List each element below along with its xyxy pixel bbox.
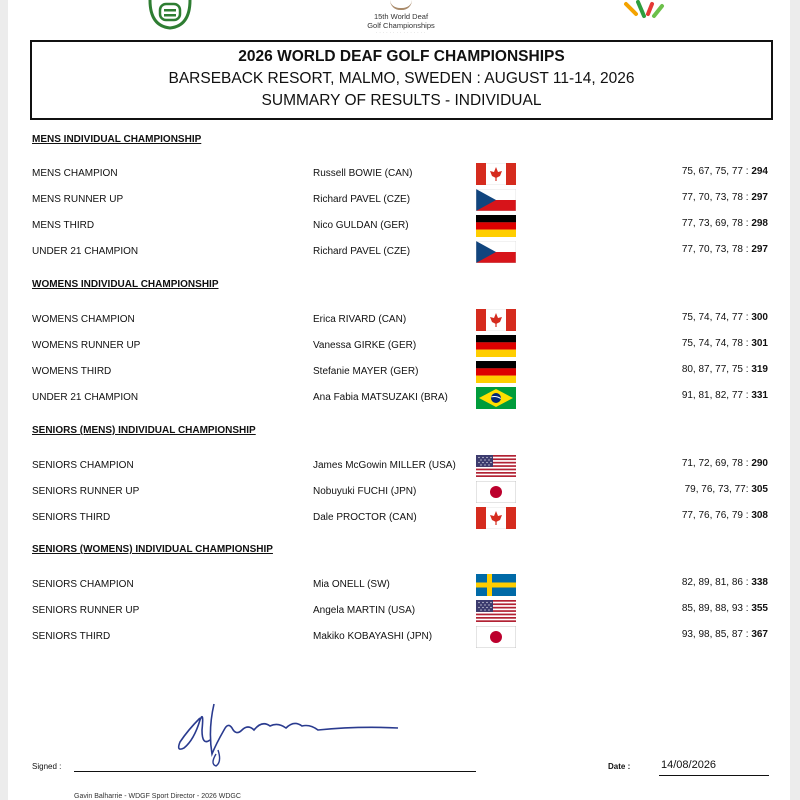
round-scores: 79, 76, 73, 77: xyxy=(684,484,749,495)
player-name: Nico GULDAN (GER) xyxy=(313,220,409,231)
result-row xyxy=(8,241,790,263)
award-category: MENS CHAMPION xyxy=(32,168,118,179)
total-score: 305 xyxy=(751,484,768,495)
result-row xyxy=(8,481,790,503)
total-score: 331 xyxy=(751,390,768,401)
japan-flag-icon xyxy=(476,626,516,648)
award-category: UNDER 21 CHAMPION xyxy=(32,246,139,257)
total-score: 355 xyxy=(751,603,768,614)
section-heading: SENIORS (MENS) INDIVIDUAL CHAMPIONSHIP xyxy=(32,425,256,436)
result-row xyxy=(8,574,790,596)
award-category: MENS RUNNER UP xyxy=(32,194,124,205)
player-name: Mia ONELL (SW) xyxy=(313,579,390,590)
player-name: James McGowin MILLER (USA) xyxy=(313,460,456,471)
score xyxy=(682,192,768,203)
result-row xyxy=(8,455,790,477)
usa-flag-icon xyxy=(476,600,516,622)
score xyxy=(682,458,768,469)
score xyxy=(682,338,768,349)
czech-flag-icon xyxy=(476,189,516,211)
signatory-line: Gavin Balharrie - WDGF Sport Director - 2026 WDGC xyxy=(74,793,241,800)
score xyxy=(685,484,768,495)
total-score: 297 xyxy=(751,192,768,203)
result-row xyxy=(8,163,790,185)
result-row xyxy=(8,387,790,409)
total-score: 301 xyxy=(751,338,768,349)
round-scores: 77, 70, 73, 78 : xyxy=(681,244,749,255)
czech-flag-icon xyxy=(476,241,516,263)
round-scores: 93, 98, 85, 87 : xyxy=(681,629,749,640)
round-scores: 82, 89, 81, 86 : xyxy=(681,577,749,588)
date-line xyxy=(659,775,769,776)
round-scores: 77, 70, 73, 78 : xyxy=(681,192,749,203)
award-category: SENIORS CHAMPION xyxy=(32,460,134,471)
player-name: Angela MARTIN (USA) xyxy=(313,605,416,616)
document-title: 2026 WORLD DEAF GOLF CHAMPIONSHIPS xyxy=(238,48,565,65)
total-score: 338 xyxy=(751,577,768,588)
total-score: 290 xyxy=(751,458,768,469)
round-scores: 80, 87, 77, 75 : xyxy=(681,364,749,375)
score xyxy=(682,244,768,255)
award-category: SENIORS THIRD xyxy=(32,631,111,642)
total-score: 294 xyxy=(751,166,768,177)
japan-flag-icon xyxy=(476,481,516,503)
crest-icon xyxy=(390,0,412,10)
result-row xyxy=(8,626,790,648)
total-score: 300 xyxy=(751,312,768,323)
score xyxy=(682,312,768,323)
result-row xyxy=(8,309,790,331)
germany-flag-icon xyxy=(476,335,516,357)
award-category: WOMENS THIRD xyxy=(32,366,112,377)
canada-flag-icon xyxy=(476,163,516,185)
score xyxy=(682,603,768,614)
award-category: SENIORS CHAMPION xyxy=(32,579,134,590)
score xyxy=(682,390,768,401)
round-scores: 77, 76, 76, 79 : xyxy=(681,510,749,521)
round-scores: 75, 74, 74, 77 : xyxy=(681,312,749,323)
score xyxy=(682,364,768,375)
championship-logo xyxy=(346,0,456,40)
venue-line: BARSEBACK RESORT, MALMO, SWEDEN : AUGUST 11-14, 2026 xyxy=(168,70,635,87)
usa-flag-icon xyxy=(476,455,516,477)
wdgf-logo xyxy=(144,0,196,30)
player-name: Dale PROCTOR (CAN) xyxy=(313,512,417,523)
logo-line-2: Golf Championships xyxy=(367,21,435,30)
award-category: SENIORS RUNNER UP xyxy=(32,486,140,497)
canada-flag-icon xyxy=(476,309,516,331)
document-subtitle: SUMMARY OF RESULTS - INDIVIDUAL xyxy=(261,92,542,109)
result-row xyxy=(8,600,790,622)
player-name: Ana Fabia MATSUZAKI (BRA) xyxy=(313,392,448,403)
award-category: UNDER 21 CHAMPION xyxy=(32,392,139,403)
round-scores: 91, 81, 82, 77 : xyxy=(681,390,749,401)
player-name: Stefanie MAYER (GER) xyxy=(313,366,419,377)
score xyxy=(682,166,768,177)
result-row xyxy=(8,335,790,357)
player-name: Makiko KOBAYASHI (JPN) xyxy=(313,631,433,642)
date-value: 14/08/2026 xyxy=(661,759,717,771)
signed-label: Signed : xyxy=(32,762,62,771)
round-scores: 85, 89, 88, 93 : xyxy=(681,603,749,614)
score xyxy=(682,577,768,588)
player-name: Richard PAVEL (CZE) xyxy=(313,194,411,205)
award-category: WOMENS CHAMPION xyxy=(32,314,135,325)
brazil-flag-icon xyxy=(476,387,516,409)
result-row xyxy=(8,189,790,211)
germany-flag-icon xyxy=(476,361,516,383)
player-name: Vanessa GIRKE (GER) xyxy=(313,340,417,351)
award-category: WOMENS RUNNER UP xyxy=(32,340,141,351)
section-heading: WOMENS INDIVIDUAL CHAMPIONSHIP xyxy=(32,279,219,290)
sponsor-logo xyxy=(618,0,668,22)
result-row xyxy=(8,215,790,237)
date-label: Date : xyxy=(608,762,631,771)
round-scores: 75, 74, 74, 78 : xyxy=(681,338,749,349)
total-score: 319 xyxy=(751,364,768,375)
total-score: 308 xyxy=(751,510,768,521)
total-score: 367 xyxy=(751,629,768,640)
award-category: SENIORS RUNNER UP xyxy=(32,605,140,616)
total-score: 297 xyxy=(751,244,768,255)
player-name: Erica RIVARD (CAN) xyxy=(313,314,407,325)
title-box xyxy=(30,40,773,120)
signature-line xyxy=(74,771,476,772)
award-category: MENS THIRD xyxy=(32,220,95,231)
logo-line-1: 15th World Deaf xyxy=(373,12,429,21)
result-row xyxy=(8,507,790,529)
award-category: SENIORS THIRD xyxy=(32,512,111,523)
player-name: Richard PAVEL (CZE) xyxy=(313,246,411,257)
section-heading: SENIORS (WOMENS) INDIVIDUAL CHAMPIONSHIP xyxy=(32,544,273,555)
score xyxy=(682,510,768,521)
round-scores: 71, 72, 69, 78 : xyxy=(681,458,749,469)
canada-flag-icon xyxy=(476,507,516,529)
player-name: Russell BOWIE (CAN) xyxy=(313,168,413,179)
player-name: Nobuyuki FUCHI (JPN) xyxy=(313,486,417,497)
score xyxy=(682,629,768,640)
signature-image xyxy=(158,690,408,770)
result-row xyxy=(8,361,790,383)
section-heading: MENS INDIVIDUAL CHAMPIONSHIP xyxy=(32,134,202,145)
score xyxy=(682,218,768,229)
total-score: 298 xyxy=(751,218,768,229)
germany-flag-icon xyxy=(476,215,516,237)
round-scores: 75, 67, 75, 77 : xyxy=(681,166,749,177)
round-scores: 77, 73, 69, 78 : xyxy=(681,218,749,229)
sweden-flag-icon xyxy=(476,574,516,596)
logo-fine-print: · · · · · · · · · · · · · · · xyxy=(375,30,427,35)
results-page xyxy=(8,0,790,800)
